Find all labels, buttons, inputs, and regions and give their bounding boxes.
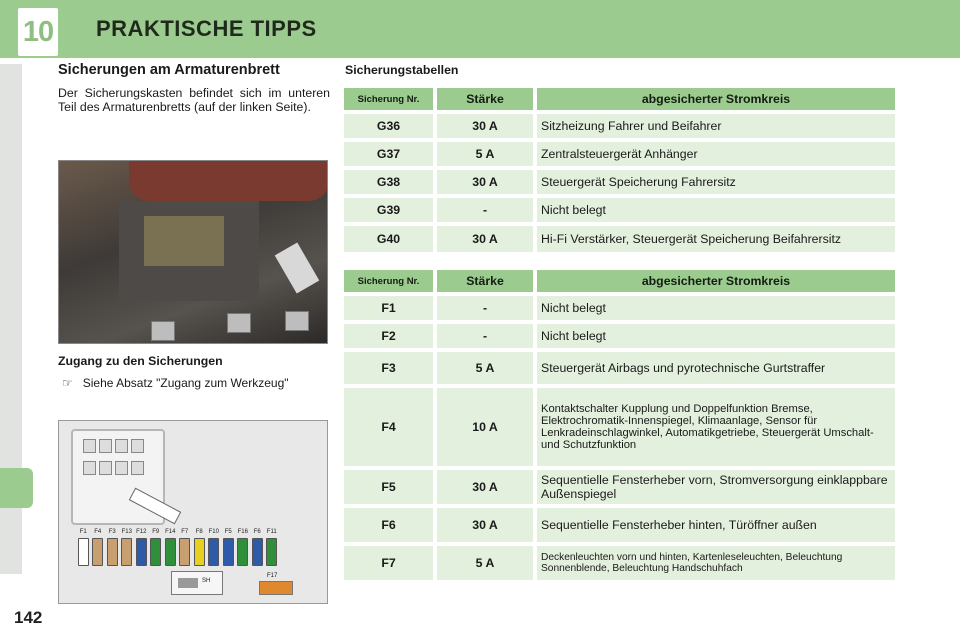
fuse-circuit: Sitzheizung Fahrer und Beifahrer: [537, 114, 895, 138]
fuse-number: F6: [344, 508, 433, 542]
table-header-row: [344, 270, 895, 292]
diagram-fuse: [135, 529, 148, 566]
diagram-fuse-body: [165, 538, 176, 566]
diagram-fuse-label: F6: [253, 529, 261, 535]
fuse-circuit: Sequentielle Fensterheber hinten, Türöffner außen: [537, 508, 895, 542]
header-number: Sicherung Nr.: [344, 270, 433, 292]
fuse-number: G38: [344, 170, 433, 194]
diagram-fuse-label: F13: [121, 529, 132, 535]
diagram-fuse: [164, 529, 177, 566]
photo-pedal: [285, 311, 309, 331]
diagram-fuse: [150, 529, 163, 566]
diagram-fuse-body: [136, 538, 147, 566]
fuse-rating: 5 A: [437, 352, 533, 384]
diagram-mini-fuse: [131, 461, 144, 475]
fuse-circuit: Steuergerät Airbags und pyrotechnische Gurtstraffer: [537, 352, 895, 384]
diagram-mini-fuse: [115, 461, 128, 475]
f17-fuse: [259, 581, 293, 595]
photo-seat: [129, 161, 328, 201]
header-rating: Stärke: [437, 270, 533, 292]
header-number: Sicherung Nr.: [344, 88, 433, 110]
diagram-fuse-label: F9: [152, 529, 160, 535]
diagram-fuse-body: [194, 538, 205, 566]
diagram-fuse-label: F8: [195, 529, 203, 535]
diagram-fuse: [92, 529, 105, 566]
f17-label: F17: [267, 573, 278, 579]
diagram-fuse-label: F4: [94, 529, 102, 535]
header-rating: Stärke: [437, 88, 533, 110]
relay-label: SH: [202, 578, 211, 584]
diagram-fuse: [179, 529, 192, 566]
tables-title: Sicherungstabellen: [345, 63, 459, 77]
diagram-mini-fuse: [99, 461, 112, 475]
diagram-mini-fuse: [83, 439, 96, 453]
diagram-mini-fuse: [99, 439, 112, 453]
diagram-fuse-body: [150, 538, 161, 566]
fuse-rating: -: [437, 324, 533, 348]
diagram-fuse-body: [266, 538, 277, 566]
relay-body: [178, 578, 198, 588]
table-header-row: [344, 88, 895, 110]
side-chapter-tab: [0, 468, 33, 508]
access-bullet-text: Siehe Absatz "Zugang zum Werkzeug": [82, 376, 289, 390]
fuse-circuit: Steuergerät Speicherung Fahrersitz: [537, 170, 895, 194]
table-row: [344, 546, 895, 580]
fuse-number: F5: [344, 470, 433, 504]
diagram-fuse-label: F7: [181, 529, 189, 535]
fusebox-photo: [58, 160, 328, 344]
fuse-circuit: Nicht belegt: [537, 198, 895, 222]
access-heading: Zugang zu den Sicherungen: [58, 354, 223, 368]
fuse-number: F2: [344, 324, 433, 348]
fuse-rating: -: [437, 198, 533, 222]
diagram-fuse-body: [223, 538, 234, 566]
fuse-circuit: Sequentielle Fensterheber vorn, Stromversorgung einklappbare Außenspiegel: [537, 470, 895, 504]
fuse-rating: 30 A: [437, 508, 533, 542]
photo-wires: [144, 216, 224, 266]
fuse-rating: -: [437, 296, 533, 320]
photo-arrow: [275, 242, 320, 293]
fuse-number: G39: [344, 198, 433, 222]
diagram-mini-fuse: [115, 439, 128, 453]
fuse-circuit: Kontaktschalter Kupplung und Doppelfunktion Bremse, Elektrochromatik-Innenspiegel, Klimaanlage, Sensor für Lenkradeinschlagwinkel, Automatikgetriebe, Steuergerät Umschalt- und Schutzfunktion: [537, 388, 895, 466]
fuse-number: F4: [344, 388, 433, 466]
table-row: [344, 324, 895, 348]
fuse-number: F7: [344, 546, 433, 580]
fuse-number: G40: [344, 226, 433, 252]
diagram-fuse-body: [121, 538, 132, 566]
chapter-title: PRAKTISCHE TIPPS: [96, 16, 317, 41]
fuse-number: G37: [344, 142, 433, 166]
fuse-circuit: Zentralsteuergerät Anhänger: [537, 142, 895, 166]
diagram-fuse-body: [252, 538, 263, 566]
diagram-fuse: [237, 529, 250, 566]
header-circuit: abgesicherter Stromkreis: [537, 88, 895, 110]
diagram-fuse-body: [208, 538, 219, 566]
diagram-fuse-label: F16: [237, 529, 248, 535]
diagram-fuse-body: [107, 538, 118, 566]
diagram-fuse-body: [78, 538, 89, 566]
fuse-strip: [77, 529, 278, 566]
fuse-circuit: Hi-Fi Verstärker, Steuergerät Speicherung Beifahrersitz: [537, 226, 895, 252]
table-row: [344, 198, 895, 222]
diagram-mini-fuse: [83, 461, 96, 475]
diagram-relay: [171, 571, 223, 595]
table-row: [344, 296, 895, 320]
diagram-fuse-body: [92, 538, 103, 566]
fuse-table-g: [340, 84, 899, 256]
diagram-fuse: [208, 529, 221, 566]
fuse-rating: 30 A: [437, 170, 533, 194]
fuse-number: F1: [344, 296, 433, 320]
diagram-fuse: [121, 529, 134, 566]
diagram-fuse: [222, 529, 235, 566]
pointing-hand-icon: ☞: [62, 376, 73, 390]
diagram-fuse-body: [179, 538, 190, 566]
section-heading: Sicherungen am Armaturenbrett: [58, 62, 280, 78]
diagram-fuse: [106, 529, 119, 566]
fuse-rating: 5 A: [437, 142, 533, 166]
fuse-rating: 10 A: [437, 388, 533, 466]
diagram-mini-fuse: [131, 439, 144, 453]
diagram-fuse-label: F1: [79, 529, 87, 535]
fuse-circuit: Nicht belegt: [537, 324, 895, 348]
diagram-fuse-body: [237, 538, 248, 566]
access-bullet: [62, 376, 289, 390]
chapter-tab: [18, 8, 58, 56]
fuse-rating: 5 A: [437, 546, 533, 580]
table-row: [344, 142, 895, 166]
fuse-circuit: Nicht belegt: [537, 296, 895, 320]
fuse-table-f: [340, 266, 899, 584]
fuse-number: G36: [344, 114, 433, 138]
table-row: [344, 388, 895, 466]
diagram-fuse: [251, 529, 264, 566]
header-circuit: abgesicherter Stromkreis: [537, 270, 895, 292]
left-column: [58, 62, 330, 114]
diagram-fuse-label: F3: [108, 529, 116, 535]
intro-paragraph: Der Sicherungskasten befindet sich im unteren Teil des Armaturenbretts (auf der linken Seite).: [58, 86, 330, 114]
diagram-fuse: [266, 529, 279, 566]
chapter-number: 10: [22, 15, 54, 48]
fuse-circuit: Deckenleuchten vorn und hinten, Kartenleseleuchten, Beleuchtung Sonnenblende, Beleuchtung Handschuhfach: [537, 546, 895, 580]
diagram-fuse-label: F12: [136, 529, 147, 535]
diagram-fuse: [193, 529, 206, 566]
fusebox-diagram: [58, 420, 328, 604]
table-row: [344, 226, 895, 252]
page-number: 142: [14, 608, 43, 627]
diagram-fuse-label: F5: [224, 529, 232, 535]
table-row: [344, 114, 895, 138]
diagram-fuse-label: F14: [165, 529, 176, 535]
photo-pedal: [227, 313, 251, 333]
diagram-fuse-label: F10: [208, 529, 219, 535]
table-row: [344, 508, 895, 542]
table-row: [344, 170, 895, 194]
fuse-rating: 30 A: [437, 226, 533, 252]
fuse-rating: 30 A: [437, 470, 533, 504]
diagram-fuse: [77, 529, 90, 566]
diagram-fuse-label: F11: [266, 529, 277, 535]
photo-pedal: [151, 321, 175, 341]
table-row: [344, 470, 895, 504]
fuse-number: F3: [344, 352, 433, 384]
table-row: [344, 352, 895, 384]
fuse-rating: 30 A: [437, 114, 533, 138]
